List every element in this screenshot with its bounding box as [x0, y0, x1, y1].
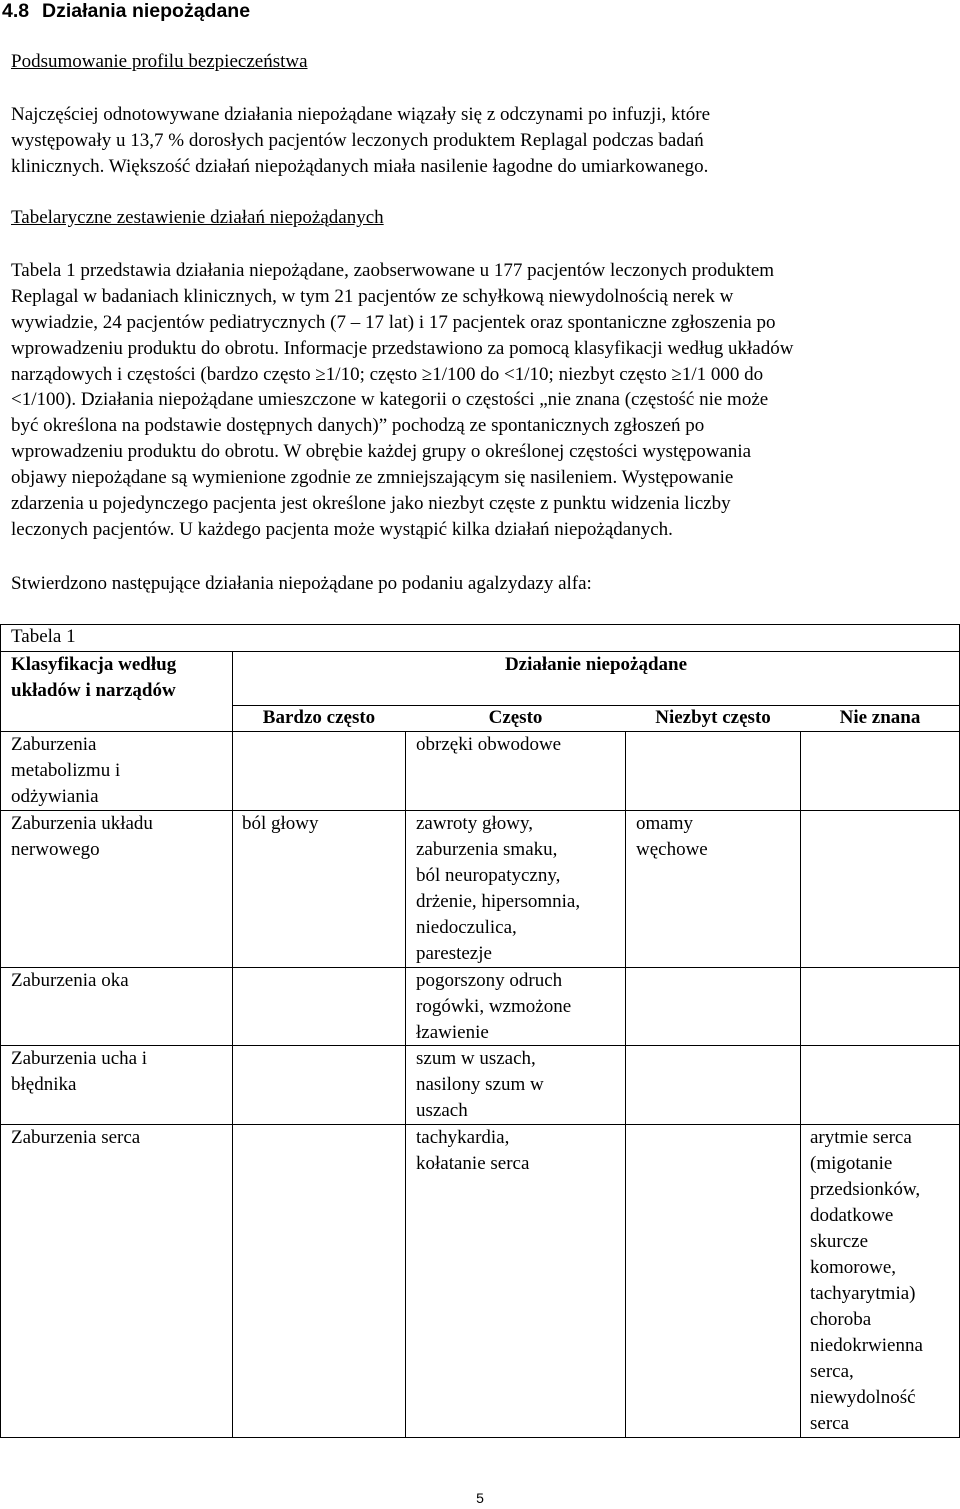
tabular-heading: Tabelaryczne zestawienie działań niepożądanych [11, 207, 384, 228]
cell-line: dodatkowe [810, 1205, 894, 1226]
cell-line: pogorszony odruch [416, 970, 563, 991]
cell-line: parestezje [416, 943, 492, 964]
cell-line: obrzęki obwodowe [416, 734, 562, 755]
table-col-line [232, 651, 233, 1438]
header-very-common: Bardzo często [262, 707, 376, 728]
table-col-line [405, 731, 406, 1438]
header-common: Często [488, 707, 543, 728]
intro-sentence: Stwierdzono następujące działania niepożądane po podaniu agalzydazy alfa: [11, 573, 592, 594]
cell-line: niewydolność [810, 1387, 916, 1408]
header-soc-line: Klasyfikacja według [11, 654, 177, 675]
cell-line: łzawienie [416, 1022, 489, 1043]
cell-line: ból głowy [242, 813, 319, 834]
cell-line: omamy [636, 813, 693, 834]
row-heart-soc [11, 1125, 140, 1151]
tabular-line: Replagal w badaniach klinicznych, w tym 21 pacjentów ze schyłkową niewydolnością nerek w [11, 285, 734, 307]
cell-line: błędnika [11, 1074, 77, 1095]
row-heart-common [416, 1125, 529, 1177]
cell-line: Zaburzenia oka [11, 970, 129, 991]
cell-line: zawroty głowy, [416, 813, 533, 834]
table-col-line [800, 731, 801, 1438]
row-nervous-uncommon [636, 811, 708, 863]
summary-line: Najczęściej odnotowywane działania niepożądane wiązały się z odczynami po infuzji, które [11, 104, 711, 125]
cell-line: uszach [416, 1100, 468, 1121]
cell-line: odżywiania [11, 786, 99, 807]
row-heart-unknown [810, 1125, 923, 1437]
header-unknown: Nie znana [839, 707, 921, 728]
table-border-top [0, 624, 960, 625]
cell-line: Zaburzenia [11, 734, 97, 755]
cell-line: tachykardia, [416, 1127, 510, 1148]
cell-line: węchowe [636, 839, 708, 860]
tabular-line: <1/100). Działania niepożądane umieszczone w kategorii o częstości „nie znana (częstość nie może [11, 389, 769, 411]
cell-line: niedoczulica, [416, 917, 517, 938]
cell-line: przedsionków, [810, 1179, 921, 1200]
tabular-line: leczonych pacjentów. U każdego pacjenta może wystąpić kilka działań niepożądanych. [11, 518, 673, 540]
cell-line: arytmie serca [810, 1127, 912, 1148]
cell-line: komorowe, [810, 1257, 897, 1278]
row-eye-soc [11, 968, 129, 994]
cell-line: (migotanie [810, 1153, 893, 1174]
summary-heading: Podsumowanie profilu bezpieczeństwa [11, 51, 308, 72]
header-uncommon: Niezbyt często [655, 707, 771, 728]
cell-line: ból neuropatyczny, [416, 865, 561, 886]
header-soc [11, 652, 176, 704]
tabular-line: wprowadzeniu produktu do obrotu. Informacje przedstawiono za pomocą klasyfikacji według układów [11, 337, 794, 359]
section-heading [0, 0, 250, 26]
cell-line: drżenie, hipersomnia, [416, 891, 581, 912]
row-nervous-soc [11, 811, 153, 863]
cell-line: niedokrwienna [810, 1335, 923, 1356]
cell-line: nerwowego [11, 839, 100, 860]
table-col-line [625, 731, 626, 1438]
tabular-line: Tabela 1 przedstawia działania niepożądane, zaobserwowane u 177 pacjentów leczonych produktem [11, 260, 775, 281]
cell-line: serca [810, 1413, 850, 1434]
tabular-line: wywiadzie, 24 pacjentów pediatrycznych (7 – 17 lat) i 17 pacjentek oraz spontaniczne zgłoszenia po [11, 311, 776, 333]
cell-line: serca, [810, 1361, 854, 1382]
cell-line: choroba [810, 1309, 872, 1330]
header-adverse-reaction: Działanie niepożądane [504, 654, 688, 675]
cell-line: metabolizmu i [11, 760, 121, 781]
section-number: 4.8 [2, 0, 30, 22]
cell-line: nasilony szum w [416, 1074, 544, 1095]
cell-line: Zaburzenia ucha i [11, 1048, 148, 1069]
tabular-line: wprowadzeniu produktu do obrotu. W obrębie każdej grupy o określonej częstości występowania [11, 441, 752, 463]
cell-line: skurcze [810, 1231, 869, 1252]
tabular-line: narządowych i częstości (bardzo często ≥1/10; często ≥1/100 do <1/10; niezbyt często ≥1/1 000 do [11, 363, 764, 385]
summary-paragraph [11, 102, 951, 180]
row-nervous-very-common [242, 811, 319, 837]
header-soc-line: układów i narządów [11, 680, 176, 701]
section-title: Działania niepożądane [42, 0, 251, 22]
table-border-bottom [0, 1437, 960, 1438]
page-number: 5 [476, 1490, 484, 1506]
tabular-line: objawy niepożądane są wymienione zgodnie ze zmniejszającym się nasileniem. Występowanie [11, 467, 734, 489]
tabular-line: zdarzenia u pojedynczego pacjenta jest określone jako niezbyt częste z punktu widzenia liczby [11, 493, 731, 515]
cell-line: Zaburzenia układu [11, 813, 153, 834]
cell-line: tachyarytmia) [810, 1283, 916, 1304]
cell-line: rogówki, wzmożone [416, 996, 572, 1017]
table-border-left [0, 624, 1, 1438]
row-nervous-common [416, 811, 580, 967]
cell-line: kołatanie serca [416, 1153, 530, 1174]
cell-line: szum w uszach, [416, 1048, 536, 1069]
tabular-line: być określona na podstawie dostępnych danych)” pochodzą ze spontanicznych zgłoszeń po [11, 415, 705, 437]
summary-line: klinicznych. Większość działań niepożądanych miała nasilenie łagodne do umiarkowanego. [11, 155, 709, 177]
summary-line: występowały u 13,7 % dorosłych pacjentów leczonych produktem Replagal podczas badań [11, 129, 704, 151]
row-metabolism-soc [11, 732, 120, 810]
row-ear-common [416, 1046, 544, 1124]
tabular-paragraph [11, 258, 951, 543]
cell-line: zaburzenia smaku, [416, 839, 558, 860]
cell-line: Zaburzenia serca [11, 1127, 141, 1148]
row-ear-soc [11, 1046, 147, 1098]
row-metabolism-common [416, 732, 561, 758]
row-eye-common [416, 968, 571, 1046]
table-caption: Tabela 1 [11, 626, 76, 647]
